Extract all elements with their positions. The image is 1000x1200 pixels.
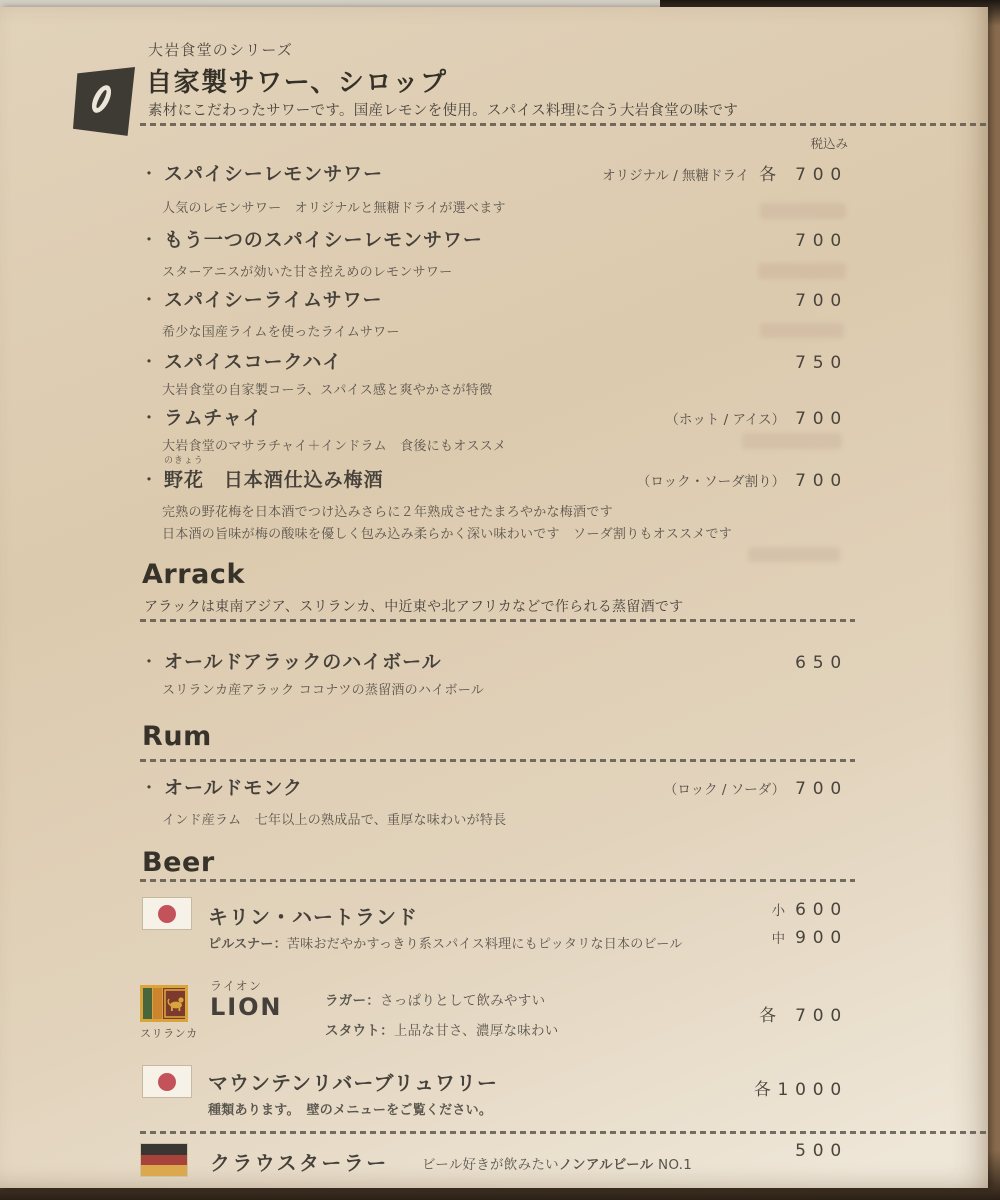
ink-bleed-mark (742, 433, 842, 449)
item-desc: 完熟の野花梅を日本酒でつけ込みさらに２年熟成させたまろやかな梅酒です (162, 505, 613, 520)
item-price-line (664, 778, 848, 799)
item-name-line (140, 225, 483, 252)
item-desc: 大岩食堂の自家製コーラ、スパイス感と爽やかさが特徴 (162, 383, 493, 398)
price: 700 (795, 409, 848, 429)
japan-flag-sun (158, 905, 176, 923)
dashed-divider-header (140, 123, 988, 126)
item-name-line (140, 773, 303, 800)
size-label: 中 (771, 931, 786, 947)
price: 500 (795, 1141, 848, 1161)
price: 各1000 (753, 1080, 848, 1100)
menu-item-old-monk (140, 773, 848, 800)
item-price-line (637, 470, 848, 491)
price: 650 (795, 653, 848, 673)
beer-desc-mountain: 種類あります。 壁のメニューをご覧ください。 (208, 1103, 493, 1118)
kirin-price-small (772, 899, 848, 920)
price-note: オリジナル / 無糖ドライ (602, 168, 750, 184)
desc-lead: ラガー： (325, 993, 381, 1009)
flag-lion-field (163, 988, 185, 1019)
price: 各 700 (759, 165, 848, 185)
japan-flag-icon (142, 1065, 192, 1098)
item-name-line (140, 159, 383, 186)
item-name: スパイシーレモンサワー (164, 163, 384, 185)
item-name-line (140, 347, 342, 374)
ink-bleed-mark (760, 323, 844, 338)
price: 700 (795, 471, 848, 491)
desc-text: 苦味おだやかすっきり系スパイス料理にもピッタリな日本のビール (286, 937, 683, 952)
beer-name-lion: LION (210, 993, 283, 1021)
item-name: オールドモンク (164, 777, 303, 799)
lion-stout-line (325, 1019, 559, 1039)
size-label: 小 (771, 903, 786, 919)
page-title: 自家製サワー、シロップ (146, 68, 448, 98)
item-desc: 人気のレモンサワー オリジナルと無糖ドライが選べます (162, 201, 506, 216)
desc-text: NO.1 (653, 1157, 693, 1173)
menu-item-spicy-lime-sour (140, 285, 848, 312)
dashed-divider-rum (140, 759, 855, 762)
item-name: 野花 日本酒仕込み梅酒 (164, 469, 384, 491)
price: 750 (795, 353, 848, 373)
bullet-mark: ・ (140, 408, 158, 429)
menu-content (140, 7, 848, 1188)
menu-item-second-spicy-lemon-sour (140, 225, 848, 252)
item-price-line (795, 291, 848, 311)
item-name: ラムチャイ (164, 407, 263, 429)
ink-bleed-mark (760, 203, 846, 219)
item-name: もう一つのスパイシーレモンサワー (164, 229, 483, 251)
item-desc: 希少な国産ライムを使ったライムサワー (162, 325, 400, 340)
flag-country-label: スリランカ (140, 1027, 198, 1040)
item-name-line (140, 403, 263, 430)
tax-included-label: 税込み (810, 136, 848, 151)
lion-lager-line (325, 989, 545, 1009)
price: 各 700 (759, 1006, 848, 1026)
price-note: （ロック・ソーダ割り） (636, 474, 786, 490)
bullet-mark: ・ (140, 230, 158, 251)
dashed-divider-bottom (140, 1131, 988, 1134)
beer-desc-kirin (208, 933, 683, 952)
desc-text: さっぱりとして飲みやすい (380, 993, 546, 1009)
item-desc-line2: 日本酒の旨味が梅の酸味を優しく包み込み柔らかく深い味わいです ソーダ割りもオススメです (162, 527, 733, 542)
menu-item-old-arrack-highball (140, 647, 848, 674)
japan-flag-sun (158, 1073, 176, 1091)
desc-lead: スタウト： (325, 1023, 394, 1039)
desc-text: 上品な甘さ、濃厚な味わい (393, 1023, 559, 1039)
ink-bleed-mark (748, 547, 840, 562)
dashed-divider-arrack (140, 619, 855, 622)
item-price-line (665, 408, 848, 429)
bullet-mark: ・ (140, 352, 158, 373)
flag-green-stripe (143, 988, 152, 1019)
desc-lead: ピルスナー： (208, 937, 287, 952)
item-name: スパイスコークハイ (164, 351, 343, 373)
ink-bleed-mark (758, 263, 846, 279)
price: 700 (795, 231, 848, 251)
section-heading-arrack: Arrack (142, 559, 245, 590)
spice-bean-mark (88, 82, 115, 116)
sri-lanka-flag-icon (140, 985, 188, 1022)
beer-name-klausthaler: クラウスターラー (210, 1151, 389, 1175)
price: 600 (795, 900, 848, 920)
price: 700 (795, 291, 848, 311)
section-heading-rum: Rum (142, 721, 212, 752)
menu-item-spicy-lemon-sour (140, 159, 848, 186)
bullet-mark: ・ (140, 164, 158, 185)
arrack-subtitle: アラックは東南アジア、スリランカ、中近東や北アフリカなどで作られる蒸留酒です (144, 599, 684, 615)
bullet-mark: ・ (140, 778, 158, 799)
item-price-line (795, 231, 848, 251)
bullet-mark: ・ (140, 652, 158, 673)
bullet-mark: ・ (140, 290, 158, 311)
item-price-line (795, 353, 848, 373)
flag-red-stripe (141, 1155, 187, 1166)
item-desc: スリランカ産アラック ココナツの蒸留酒のハイボール (162, 683, 484, 698)
item-price-line (602, 160, 848, 185)
menu-item-rum-chai (140, 403, 848, 430)
price-note: （ホット / アイス） (665, 412, 786, 428)
beer-name-kirin-heartland: キリン・ハートランド (208, 905, 418, 929)
menu-paper (0, 7, 988, 1188)
dashed-divider-beer (140, 879, 855, 882)
kirin-price-medium (772, 927, 848, 948)
furigana-nokyo: のきょう (164, 456, 204, 466)
item-name: スパイシーライムサワー (164, 289, 383, 311)
japan-flag-icon (142, 897, 192, 930)
menu-item-spice-coke-high (140, 347, 848, 374)
item-desc: スターアニスが効いた甘さ控えめのレモンサワー (162, 265, 453, 280)
section-heading-beer: Beer (142, 847, 215, 878)
price: 900 (795, 928, 848, 948)
germany-flag-icon (140, 1143, 188, 1177)
item-name-line (140, 285, 383, 312)
price-note: （ロック / ソーダ） (663, 782, 786, 798)
item-name-line (140, 465, 383, 492)
series-label: 大岩食堂のシリーズ (148, 41, 294, 59)
flag-gold-stripe (141, 1165, 187, 1176)
item-desc: インド産ラム 七年以上の熟成品で、重厚な味わいが特長 (162, 813, 507, 828)
desc-bold: ノンアルビール (558, 1157, 654, 1173)
furigana-lion: ライオン (210, 979, 263, 993)
bullet-mark: ・ (140, 470, 158, 491)
item-price-line (795, 653, 848, 673)
beer-name-mountain-river: マウンテンリバーブリュワリー (208, 1071, 498, 1095)
item-name-line (140, 647, 442, 674)
item-name: オールドアラックのハイボール (164, 651, 442, 673)
flag-black-stripe (141, 1144, 187, 1155)
page-subtitle: 素材にこだわったサワーです。国産レモンを使用。スパイス料理に合う大岩食堂の味です (148, 103, 739, 119)
menu-item-nokyo-umeshu (140, 465, 848, 492)
flag-orange-stripe (153, 988, 162, 1019)
desc-text: ビール好きが飲みたい (422, 1157, 559, 1173)
price: 700 (795, 779, 848, 799)
item-desc: 大岩食堂のマサラチャイ＋インドラム 食後にもオススメ (162, 439, 507, 454)
gold-lion-glyph (164, 989, 188, 1018)
beer-desc-klausthaler (422, 1153, 692, 1173)
oiwa-shokudo-logo-icon (73, 67, 135, 138)
